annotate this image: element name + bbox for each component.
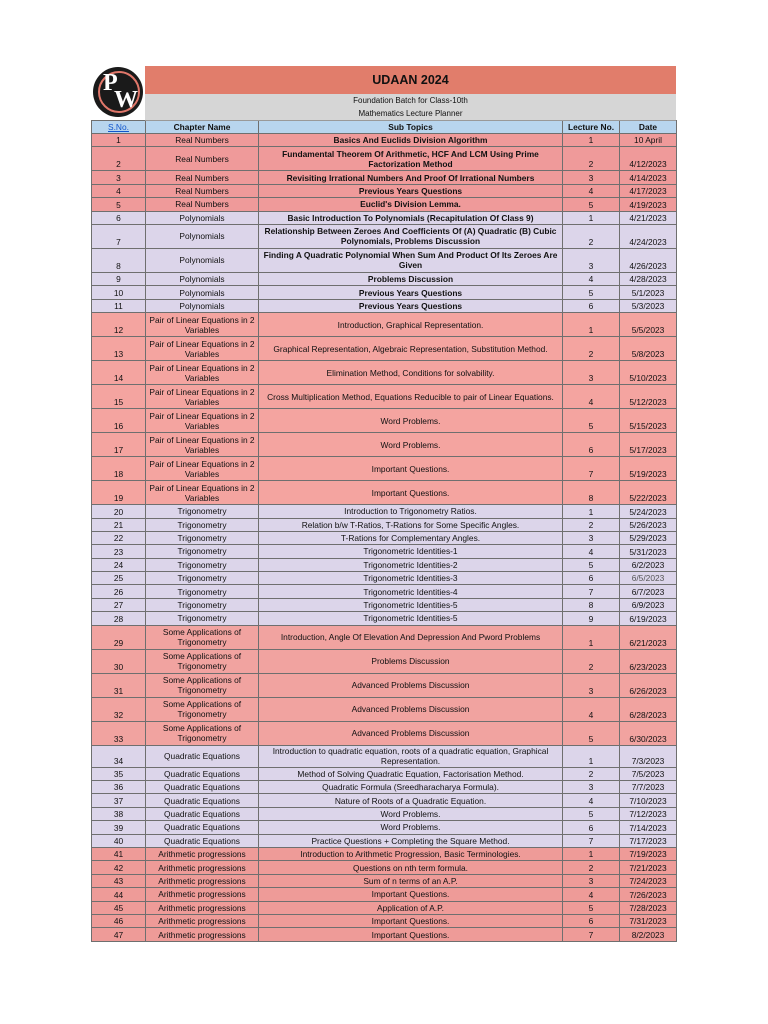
row-date: 7/26/2023 (620, 888, 677, 901)
row-sno: 43 (92, 874, 146, 887)
row-chapter: Pair of Linear Equations in 2 Variables (146, 337, 259, 361)
row-sno: 31 (92, 673, 146, 697)
table-row (92, 673, 677, 697)
table-row (92, 649, 677, 673)
row-chapter: Quadratic Equations (146, 745, 259, 767)
row-chapter: Polynomials (146, 211, 259, 224)
row-date: 5/3/2023 (620, 299, 677, 312)
row-lecture: 4 (563, 888, 620, 901)
row-sno: 2 (92, 147, 146, 171)
row-sno: 25 (92, 572, 146, 585)
row-lecture: 3 (563, 171, 620, 184)
row-sno: 15 (92, 385, 146, 409)
row-topic: Word Problems. (259, 821, 563, 834)
row-date: 6/2/2023 (620, 558, 677, 571)
row-chapter: Trigonometry (146, 558, 259, 571)
row-lecture: 1 (563, 505, 620, 518)
row-chapter: Some Applications of Trigonometry (146, 673, 259, 697)
row-lecture: 3 (563, 874, 620, 887)
row-sno: 24 (92, 558, 146, 571)
row-sno: 16 (92, 409, 146, 433)
table-row (92, 585, 677, 598)
row-topic: Important Questions. (259, 457, 563, 481)
row-lecture: 2 (563, 861, 620, 874)
pw-logo-icon: P W (91, 66, 146, 120)
row-topic: Euclid's Division Lemma. (259, 198, 563, 211)
table-row (92, 134, 677, 147)
row-chapter: Arithmetic progressions (146, 928, 259, 941)
table-row (92, 612, 677, 625)
row-lecture: 3 (563, 781, 620, 794)
row-chapter: Arithmetic progressions (146, 874, 259, 887)
row-topic: Trigonometric Identities-4 (259, 585, 563, 598)
row-chapter: Polynomials (146, 286, 259, 299)
lecture-table (91, 120, 677, 942)
row-sno: 23 (92, 545, 146, 558)
row-date: 4/12/2023 (620, 147, 677, 171)
table-row (92, 313, 677, 337)
row-sno: 6 (92, 211, 146, 224)
row-chapter: Polynomials (146, 224, 259, 248)
row-date: 5/31/2023 (620, 545, 677, 558)
row-lecture: 5 (563, 901, 620, 914)
row-date: 7/5/2023 (620, 767, 677, 780)
row-lecture: 1 (563, 313, 620, 337)
col-header-date: Date (620, 121, 677, 134)
table-row (92, 299, 677, 312)
col-header-lecture: Lecture No. (563, 121, 620, 134)
row-sno: 46 (92, 914, 146, 927)
row-date: 6/19/2023 (620, 612, 677, 625)
row-chapter: Arithmetic progressions (146, 914, 259, 927)
row-chapter: Arithmetic progressions (146, 861, 259, 874)
row-lecture: 7 (563, 585, 620, 598)
row-date: 6/9/2023 (620, 598, 677, 611)
table-row (92, 184, 677, 197)
row-lecture: 8 (563, 481, 620, 505)
row-date: 4/19/2023 (620, 198, 677, 211)
row-date: 6/28/2023 (620, 697, 677, 721)
row-date: 7/7/2023 (620, 781, 677, 794)
row-chapter: Pair of Linear Equations in 2 Variables (146, 313, 259, 337)
row-sno: 26 (92, 585, 146, 598)
row-topic: Sum of n terms of an A.P. (259, 874, 563, 887)
row-date: 5/5/2023 (620, 313, 677, 337)
row-topic: Relation b/w T-Ratios, T-Rations for Some Specific Angles. (259, 518, 563, 531)
row-lecture: 7 (563, 834, 620, 847)
row-sno: 30 (92, 649, 146, 673)
row-topic: Word Problems. (259, 807, 563, 820)
table-row (92, 901, 677, 914)
row-lecture: 3 (563, 361, 620, 385)
table-row (92, 807, 677, 820)
row-date: 7/19/2023 (620, 847, 677, 860)
table-row (92, 558, 677, 571)
row-lecture: 5 (563, 721, 620, 745)
row-lecture: 6 (563, 433, 620, 457)
row-date: 8/2/2023 (620, 928, 677, 941)
table-row (92, 745, 677, 767)
row-sno: 1 (92, 134, 146, 147)
row-lecture: 5 (563, 198, 620, 211)
row-sno: 17 (92, 433, 146, 457)
row-lecture: 2 (563, 147, 620, 171)
row-chapter: Real Numbers (146, 147, 259, 171)
row-topic: Fundamental Theorem Of Arithmetic, HCF And LCM Using Prime Factorization Method (259, 147, 563, 171)
row-sno: 41 (92, 847, 146, 860)
row-topic: Problems Discussion (259, 272, 563, 285)
row-topic: Revisiting Irrational Numbers And Proof Of Irrational Numbers (259, 171, 563, 184)
row-topic: Cross Multiplication Method, Equations Reducible to pair of Linear Equations. (259, 385, 563, 409)
row-lecture: 4 (563, 385, 620, 409)
row-lecture: 6 (563, 299, 620, 312)
row-sno: 11 (92, 299, 146, 312)
row-topic: Trigonometric Identities-3 (259, 572, 563, 585)
row-sno: 32 (92, 697, 146, 721)
row-lecture: 3 (563, 531, 620, 544)
row-date: 5/24/2023 (620, 505, 677, 518)
row-sno: 36 (92, 781, 146, 794)
table-row (92, 361, 677, 385)
row-chapter: Polynomials (146, 272, 259, 285)
row-lecture: 1 (563, 211, 620, 224)
table-row (92, 847, 677, 860)
row-date: 4/14/2023 (620, 171, 677, 184)
row-topic: Important Questions. (259, 481, 563, 505)
row-lecture: 2 (563, 224, 620, 248)
row-date: 5/12/2023 (620, 385, 677, 409)
row-lecture: 4 (563, 545, 620, 558)
table-row (92, 928, 677, 941)
table-row (92, 625, 677, 649)
row-topic: Word Problems. (259, 409, 563, 433)
row-chapter: Trigonometry (146, 598, 259, 611)
row-sno: 29 (92, 625, 146, 649)
row-topic: Important Questions. (259, 928, 563, 941)
row-sno: 42 (92, 861, 146, 874)
table-row (92, 433, 677, 457)
row-chapter: Real Numbers (146, 171, 259, 184)
row-lecture: 2 (563, 518, 620, 531)
row-sno: 3 (92, 171, 146, 184)
row-sno: 47 (92, 928, 146, 941)
row-chapter: Quadratic Equations (146, 821, 259, 834)
row-topic: Trigonometric Identities-5 (259, 612, 563, 625)
row-topic: Introduction to Trigonometry Ratios. (259, 505, 563, 518)
row-date: 5/15/2023 (620, 409, 677, 433)
row-chapter: Some Applications of Trigonometry (146, 625, 259, 649)
row-sno: 37 (92, 794, 146, 807)
row-lecture: 9 (563, 612, 620, 625)
row-date: 7/31/2023 (620, 914, 677, 927)
table-row (92, 888, 677, 901)
table-row (92, 531, 677, 544)
row-date: 5/29/2023 (620, 531, 677, 544)
row-topic: Previous Years Questions (259, 299, 563, 312)
row-sno: 44 (92, 888, 146, 901)
row-date: 5/17/2023 (620, 433, 677, 457)
row-topic: Graphical Representation, Algebraic Representation, Substitution Method. (259, 337, 563, 361)
row-topic: Trigonometric Identities-1 (259, 545, 563, 558)
row-date: 4/28/2023 (620, 272, 677, 285)
row-topic: Advanced Problems Discussion (259, 673, 563, 697)
col-header-topic: Sub Topics (259, 121, 563, 134)
row-date: 7/3/2023 (620, 745, 677, 767)
row-lecture: 5 (563, 286, 620, 299)
row-chapter: Arithmetic progressions (146, 901, 259, 914)
row-topic: Advanced Problems Discussion (259, 697, 563, 721)
table-row (92, 767, 677, 780)
row-date: 4/21/2023 (620, 211, 677, 224)
row-sno: 33 (92, 721, 146, 745)
row-topic: Relationship Between Zeroes And Coefficients Of (A) Quadratic (B) Cubic Polynomials, Problems Discussion (259, 224, 563, 248)
row-date: 7/12/2023 (620, 807, 677, 820)
row-date: 7/14/2023 (620, 821, 677, 834)
row-chapter: Polynomials (146, 299, 259, 312)
row-sno: 39 (92, 821, 146, 834)
row-sno: 40 (92, 834, 146, 847)
table-row (92, 272, 677, 285)
col-header-sno[interactable]: S.No. (92, 121, 146, 134)
row-date: 6/5/2023 (620, 572, 677, 585)
table-row (92, 211, 677, 224)
row-chapter: Some Applications of Trigonometry (146, 649, 259, 673)
table-row (92, 147, 677, 171)
row-chapter: Some Applications of Trigonometry (146, 697, 259, 721)
row-chapter: Real Numbers (146, 184, 259, 197)
row-chapter: Quadratic Equations (146, 781, 259, 794)
row-topic: Important Questions. (259, 914, 563, 927)
col-header-chapter: Chapter Name (146, 121, 259, 134)
row-chapter: Arithmetic progressions (146, 888, 259, 901)
row-chapter: Quadratic Equations (146, 794, 259, 807)
row-lecture: 4 (563, 697, 620, 721)
planner-subtitle: Mathematics Lecture Planner (145, 107, 676, 121)
row-date: 5/1/2023 (620, 286, 677, 299)
table-row (92, 914, 677, 927)
row-topic: Nature of Roots of a Quadratic Equation. (259, 794, 563, 807)
row-topic: Important Questions. (259, 888, 563, 901)
row-date: 6/30/2023 (620, 721, 677, 745)
row-date: 7/24/2023 (620, 874, 677, 887)
row-topic: Introduction, Angle Of Elevation And Depression And Pword Problems (259, 625, 563, 649)
row-chapter: Pair of Linear Equations in 2 Variables (146, 457, 259, 481)
row-date: 5/19/2023 (620, 457, 677, 481)
row-topic: T-Rations for Complementary Angles. (259, 531, 563, 544)
row-topic: Trigonometric Identities-2 (259, 558, 563, 571)
row-topic: Advanced Problems Discussion (259, 721, 563, 745)
row-sno: 19 (92, 481, 146, 505)
row-date: 4/26/2023 (620, 248, 677, 272)
row-lecture: 6 (563, 914, 620, 927)
row-date: 7/17/2023 (620, 834, 677, 847)
table-row (92, 794, 677, 807)
row-chapter: Pair of Linear Equations in 2 Variables (146, 385, 259, 409)
table-row (92, 545, 677, 558)
table-row (92, 505, 677, 518)
table-row (92, 409, 677, 433)
table-row (92, 572, 677, 585)
row-sno: 13 (92, 337, 146, 361)
row-date: 10 April (620, 134, 677, 147)
row-lecture: 1 (563, 134, 620, 147)
row-topic: Questions on nth term formula. (259, 861, 563, 874)
row-topic: Introduction, Graphical Representation. (259, 313, 563, 337)
table-row (92, 697, 677, 721)
row-lecture: 2 (563, 337, 620, 361)
table-header-row (92, 121, 677, 134)
row-chapter: Real Numbers (146, 198, 259, 211)
row-lecture: 3 (563, 248, 620, 272)
row-topic: Basic Introduction To Polynomials (Recapitulation Of Class 9) (259, 211, 563, 224)
row-sno: 22 (92, 531, 146, 544)
row-lecture: 4 (563, 272, 620, 285)
row-lecture: 6 (563, 572, 620, 585)
table-row (92, 874, 677, 887)
row-chapter: Real Numbers (146, 134, 259, 147)
row-sno: 38 (92, 807, 146, 820)
lecture-planner-sheet (91, 66, 676, 942)
row-topic: Word Problems. (259, 433, 563, 457)
row-lecture: 3 (563, 673, 620, 697)
row-lecture: 7 (563, 457, 620, 481)
row-sno: 12 (92, 313, 146, 337)
row-lecture: 8 (563, 598, 620, 611)
row-topic: Introduction to Arithmetic Progression, Basic Terminologies. (259, 847, 563, 860)
row-topic: Trigonometric Identities-5 (259, 598, 563, 611)
row-sno: 45 (92, 901, 146, 914)
row-date: 7/28/2023 (620, 901, 677, 914)
row-date: 5/10/2023 (620, 361, 677, 385)
row-topic: Previous Years Questions (259, 184, 563, 197)
row-date: 5/22/2023 (620, 481, 677, 505)
row-lecture: 4 (563, 794, 620, 807)
row-lecture: 7 (563, 928, 620, 941)
row-date: 4/17/2023 (620, 184, 677, 197)
row-lecture: 5 (563, 409, 620, 433)
table-row (92, 171, 677, 184)
row-chapter: Trigonometry (146, 518, 259, 531)
table-row (92, 598, 677, 611)
table-row (92, 248, 677, 272)
row-chapter: Quadratic Equations (146, 767, 259, 780)
row-chapter: Polynomials (146, 248, 259, 272)
row-sno: 4 (92, 184, 146, 197)
row-sno: 20 (92, 505, 146, 518)
row-sno: 18 (92, 457, 146, 481)
row-topic: Finding A Quadratic Polynomial When Sum And Product Of Its Zeroes Are Given (259, 248, 563, 272)
row-lecture: 6 (563, 821, 620, 834)
row-sno: 14 (92, 361, 146, 385)
row-sno: 7 (92, 224, 146, 248)
row-sno: 5 (92, 198, 146, 211)
row-topic: Problems Discussion (259, 649, 563, 673)
table-row (92, 224, 677, 248)
table-row (92, 385, 677, 409)
row-lecture: 1 (563, 625, 620, 649)
row-chapter: Quadratic Equations (146, 834, 259, 847)
table-row (92, 198, 677, 211)
row-chapter: Some Applications of Trigonometry (146, 721, 259, 745)
row-chapter: Trigonometry (146, 612, 259, 625)
table-row (92, 518, 677, 531)
row-chapter: Trigonometry (146, 585, 259, 598)
row-lecture: 5 (563, 558, 620, 571)
row-topic: Elimination Method, Conditions for solvability. (259, 361, 563, 385)
row-chapter: Arithmetic progressions (146, 847, 259, 860)
row-sno: 9 (92, 272, 146, 285)
row-sno: 10 (92, 286, 146, 299)
row-lecture: 2 (563, 649, 620, 673)
row-chapter: Trigonometry (146, 545, 259, 558)
row-sno: 28 (92, 612, 146, 625)
row-date: 7/21/2023 (620, 861, 677, 874)
row-lecture: 1 (563, 847, 620, 860)
row-lecture: 2 (563, 767, 620, 780)
table-row (92, 821, 677, 834)
row-chapter: Trigonometry (146, 505, 259, 518)
row-sno: 27 (92, 598, 146, 611)
row-lecture: 5 (563, 807, 620, 820)
row-date: 5/8/2023 (620, 337, 677, 361)
row-date: 6/23/2023 (620, 649, 677, 673)
row-sno: 34 (92, 745, 146, 767)
sheet-header (91, 66, 676, 120)
batch-subtitle: Foundation Batch for Class-10th (145, 94, 676, 108)
row-date: 4/24/2023 (620, 224, 677, 248)
table-row (92, 337, 677, 361)
row-topic: Quadratic Formula (Sreedharacharya Formula). (259, 781, 563, 794)
row-topic: Basics And Euclids Division Algorithm (259, 134, 563, 147)
row-topic: Introduction to quadratic equation, roots of a quadratic equation, Graphical Representation. (259, 745, 563, 767)
table-row (92, 834, 677, 847)
row-date: 6/7/2023 (620, 585, 677, 598)
row-chapter: Quadratic Equations (146, 807, 259, 820)
row-sno: 8 (92, 248, 146, 272)
row-chapter: Pair of Linear Equations in 2 Variables (146, 361, 259, 385)
row-sno: 35 (92, 767, 146, 780)
row-chapter: Trigonometry (146, 531, 259, 544)
table-row (92, 781, 677, 794)
row-lecture: 1 (563, 745, 620, 767)
row-lecture: 4 (563, 184, 620, 197)
row-chapter: Pair of Linear Equations in 2 Variables (146, 481, 259, 505)
table-row (92, 721, 677, 745)
row-date: 5/26/2023 (620, 518, 677, 531)
table-row (92, 286, 677, 299)
page-title: UDAAN 2024 (145, 66, 676, 95)
row-date: 7/10/2023 (620, 794, 677, 807)
row-sno: 21 (92, 518, 146, 531)
row-date: 6/26/2023 (620, 673, 677, 697)
row-topic: Practice Questions + Completing the Square Method. (259, 834, 563, 847)
row-topic: Method of Solving Quadratic Equation, Factorisation Method. (259, 767, 563, 780)
row-chapter: Pair of Linear Equations in 2 Variables (146, 433, 259, 457)
row-topic: Application of A.P. (259, 901, 563, 914)
row-date: 6/21/2023 (620, 625, 677, 649)
row-topic: Previous Years Questions (259, 286, 563, 299)
table-row (92, 861, 677, 874)
row-chapter: Trigonometry (146, 572, 259, 585)
table-row (92, 481, 677, 505)
table-row (92, 457, 677, 481)
row-chapter: Pair of Linear Equations in 2 Variables (146, 409, 259, 433)
